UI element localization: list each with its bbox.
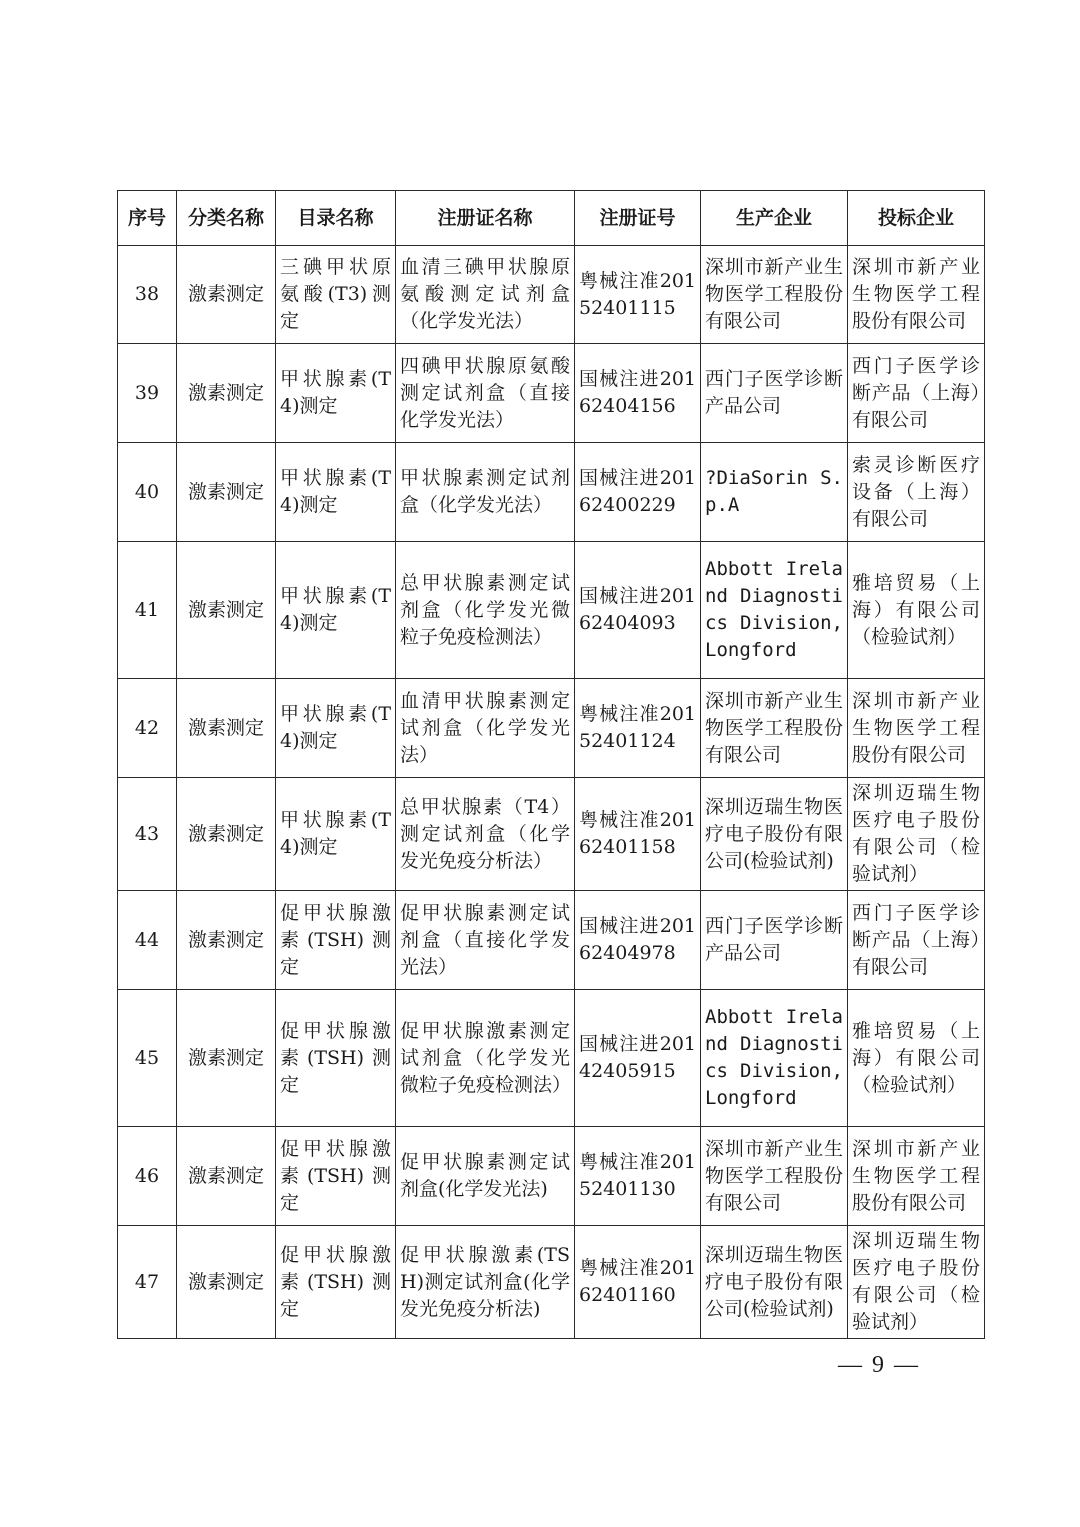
- serial-no-cell: 47: [118, 1226, 177, 1339]
- registration-name-cell: 促甲状腺激素测定试剂盒（化学发光微粒子免疫检测法）: [396, 990, 575, 1127]
- header-catalog-name: 目录名称: [276, 191, 396, 246]
- category-cell: 激素测定: [177, 1226, 276, 1339]
- registration-number-cell: 粤械注准20162401160: [575, 1226, 701, 1339]
- catalog-name-cell: 甲状腺素(T4)测定: [276, 344, 396, 443]
- catalog-name-cell: 甲状腺素(T4)测定: [276, 542, 396, 679]
- catalog-name-cell: 甲状腺素(T4)测定: [276, 443, 396, 542]
- table-row: [118, 679, 985, 778]
- registration-name-cell: 血清三碘甲状腺原氨酸测定试剂盒（化学发光法）: [396, 246, 575, 344]
- manufacturer-cell: 深圳迈瑞生物医疗电子股份有限公司(检验试剂): [701, 1226, 848, 1339]
- category-cell: 激素测定: [177, 443, 276, 542]
- registration-name-cell: 促甲状腺素测定试剂盒（直接化学发光法）: [396, 891, 575, 990]
- serial-no-cell: 42: [118, 679, 177, 778]
- category-cell: 激素测定: [177, 679, 276, 778]
- category-cell: 激素测定: [177, 1127, 276, 1226]
- table-header: [118, 191, 985, 246]
- registration-number-cell: 粤械注准20162401158: [575, 778, 701, 891]
- serial-no-cell: 45: [118, 990, 177, 1127]
- bidder-cell: 深圳迈瑞生物医疗电子股份有限公司（检验试剂）: [848, 1226, 985, 1339]
- header-serial-no: 序号: [118, 191, 177, 246]
- header-registration-number: 注册证号: [575, 191, 701, 246]
- bidder-cell: 西门子医学诊断产品（上海）有限公司: [848, 344, 985, 443]
- registration-number-cell: 国械注进20162404978: [575, 891, 701, 990]
- registration-number-cell: 国械注进20162400229: [575, 443, 701, 542]
- table-row: [118, 1127, 985, 1226]
- registration-name-cell: 血清甲状腺素测定试剂盒（化学发光法）: [396, 679, 575, 778]
- serial-no-cell: 39: [118, 344, 177, 443]
- table-row: [118, 778, 985, 891]
- catalog-name-cell: 促甲状腺激素(TSH)测定: [276, 990, 396, 1127]
- category-cell: 激素测定: [177, 990, 276, 1127]
- bidder-cell: 深圳市新产业生物医学工程股份有限公司: [848, 1127, 985, 1226]
- serial-no-cell: 38: [118, 246, 177, 344]
- table-row: [118, 891, 985, 990]
- catalog-name-cell: 三碘甲状原氨酸(T3)测定: [276, 246, 396, 344]
- table-row: [118, 443, 985, 542]
- registration-number-cell: 粤械注准20152401124: [575, 679, 701, 778]
- bidder-cell: 索灵诊断医疗设备（上海）有限公司: [848, 443, 985, 542]
- registration-number-cell: 粤械注准20152401115: [575, 246, 701, 344]
- serial-no-cell: 44: [118, 891, 177, 990]
- manufacturer-cell: 深圳市新产业生物医学工程股份有限公司: [701, 1127, 848, 1226]
- manufacturer-cell: 深圳市新产业生物医学工程股份有限公司: [701, 679, 848, 778]
- page-number: — 9 —: [838, 1352, 920, 1378]
- bidder-cell: 雅培贸易（上海）有限公司（检验试剂）: [848, 542, 985, 679]
- registration-name-cell: 促甲状腺激素(TSH)测定试剂盒(化学发光免疫分析法): [396, 1226, 575, 1339]
- registration-name-cell: 甲状腺素测定试剂盒（化学发光法）: [396, 443, 575, 542]
- table-row: [118, 542, 985, 679]
- category-cell: 激素测定: [177, 246, 276, 344]
- manufacturer-cell: ?DiaSorin S.p.A: [701, 443, 848, 542]
- serial-no-cell: 43: [118, 778, 177, 891]
- bidder-cell: 深圳迈瑞生物医疗电子股份有限公司（检验试剂）: [848, 778, 985, 891]
- bidder-cell: 深圳市新产业生物医学工程股份有限公司: [848, 246, 985, 344]
- manufacturer-cell: 深圳市新产业生物医学工程股份有限公司: [701, 246, 848, 344]
- header-bidder: 投标企业: [848, 191, 985, 246]
- serial-no-cell: 41: [118, 542, 177, 679]
- registration-number-cell: 粤械注准20152401130: [575, 1127, 701, 1226]
- category-cell: 激素测定: [177, 344, 276, 443]
- registration-name-cell: 总甲状腺素测定试剂盒（化学发光微粒子免疫检测法）: [396, 542, 575, 679]
- header-manufacturer: 生产企业: [701, 191, 848, 246]
- bidder-cell: 西门子医学诊断产品（上海）有限公司: [848, 891, 985, 990]
- catalog-name-cell: 促甲状腺激素(TSH)测定: [276, 1127, 396, 1226]
- table-row: [118, 990, 985, 1127]
- category-cell: 激素测定: [177, 778, 276, 891]
- table-row: [118, 1226, 985, 1339]
- catalog-name-cell: 甲状腺素(T4)测定: [276, 679, 396, 778]
- registration-name-cell: 总甲状腺素（T4）测定试剂盒（化学发光免疫分析法）: [396, 778, 575, 891]
- manufacturer-cell: 西门子医学诊断产品公司: [701, 891, 848, 990]
- bidder-cell: 深圳市新产业生物医学工程股份有限公司: [848, 679, 985, 778]
- serial-no-cell: 40: [118, 443, 177, 542]
- catalog-name-cell: 促甲状腺激素(TSH)测定: [276, 891, 396, 990]
- registration-number-cell: 国械注进20162404093: [575, 542, 701, 679]
- header-row: [118, 191, 985, 246]
- registration-table: [117, 190, 985, 1339]
- catalog-name-cell: 促甲状腺激素(TSH)测定: [276, 1226, 396, 1339]
- manufacturer-cell: 深圳迈瑞生物医疗电子股份有限公司(检验试剂): [701, 778, 848, 891]
- header-category-name: 分类名称: [177, 191, 276, 246]
- table-body: [118, 246, 985, 1339]
- serial-no-cell: 46: [118, 1127, 177, 1226]
- catalog-name-cell: 甲状腺素(T4)测定: [276, 778, 396, 891]
- manufacturer-cell: 西门子医学诊断产品公司: [701, 344, 848, 443]
- registration-number-cell: 国械注进20162404156: [575, 344, 701, 443]
- manufacturer-cell: Abbott Ireland Diagnostics Division, Longford: [701, 990, 848, 1127]
- header-registration-name: 注册证名称: [396, 191, 575, 246]
- table-row: [118, 344, 985, 443]
- registration-name-cell: 促甲状腺素测定试剂盒(化学发光法): [396, 1127, 575, 1226]
- bidder-cell: 雅培贸易（上海）有限公司（检验试剂）: [848, 990, 985, 1127]
- manufacturer-cell: Abbott Ireland Diagnostics Division, Longford: [701, 542, 848, 679]
- table-row: [118, 246, 985, 344]
- registration-name-cell: 四碘甲状腺原氨酸测定试剂盒（直接化学发光法）: [396, 344, 575, 443]
- category-cell: 激素测定: [177, 891, 276, 990]
- category-cell: 激素测定: [177, 542, 276, 679]
- registration-number-cell: 国械注进20142405915: [575, 990, 701, 1127]
